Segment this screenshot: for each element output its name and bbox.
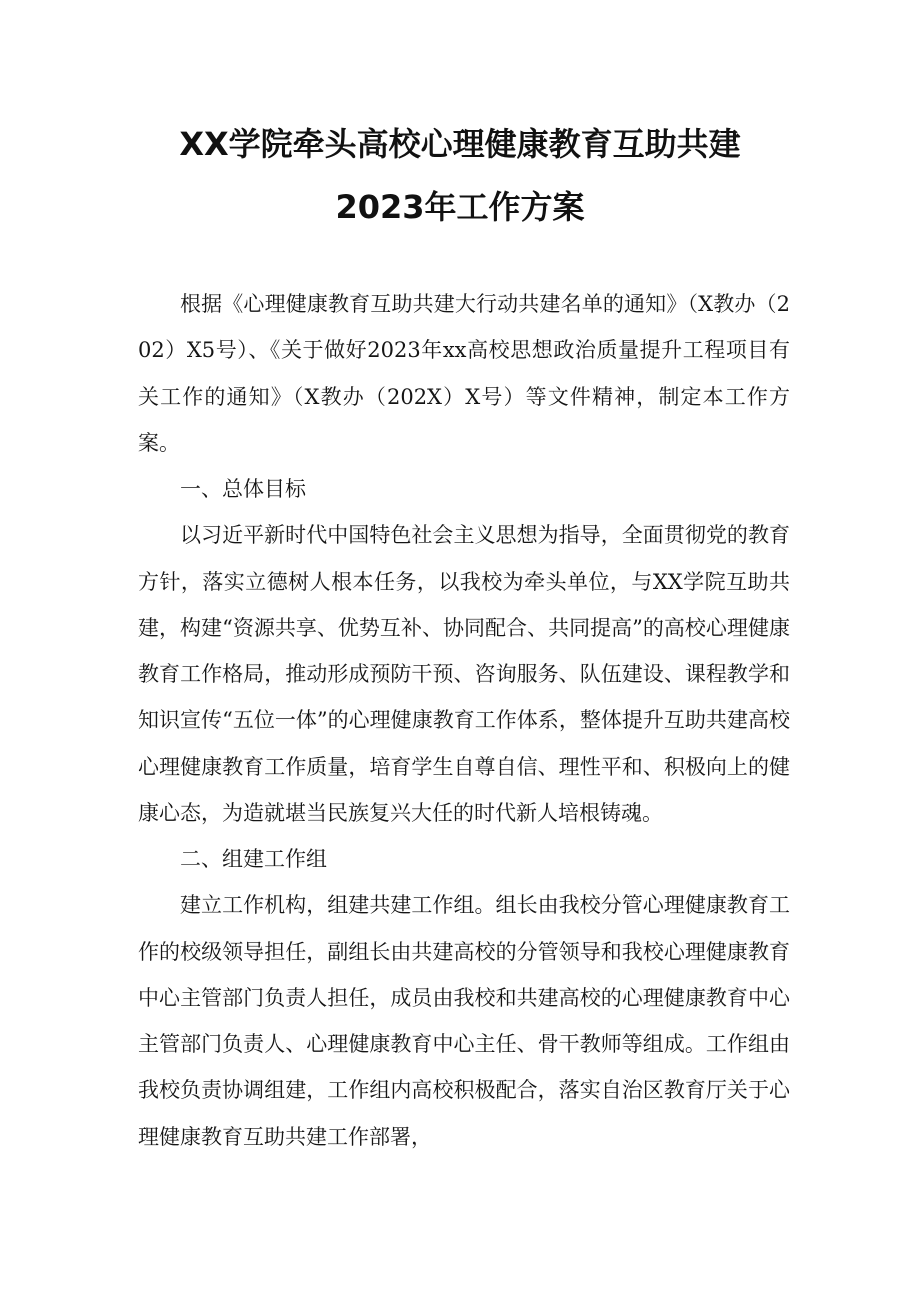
document-body — [138, 281, 790, 1160]
section-heading-1: 一、总体目标 — [180, 477, 306, 501]
section-heading-2: 二、组建工作组 — [180, 847, 327, 871]
document-title-line2: 2023年工作方案 — [335, 188, 585, 226]
paragraph-working-group: 建立工作机构，组建共建工作组。组长由我校分管心理健康教育工作的校级领导担任，副组长由共建高校的分管领导和我校心理健康教育中心主管部门负责人担任，成员由我校和共建高校的心理健康教育中心主管部门负责人、心理健康教育中心主任、骨干教师等组成。工作组由我校负责协调组建，工作组内高校积极配合，落实自治区教育厅关于心理健康教育互助共建工作部署， — [138, 893, 790, 1149]
paragraph-intro: 根据《心理健康教育互助共建大行动共建名单的通知》（X教办（202）X5号）、《关于做好2023年xx高校思想政治质量提升工程项目有关工作的通知》（X教办（202X）X号）等文件精神，制定本工作方案。 — [138, 292, 790, 455]
document-title-line1: XX学院牵头高校心理健康教育互助共建 — [179, 125, 741, 163]
paragraph-overall-goal: 以习近平新时代中国特色社会主义思想为指导，全面贯彻党的教育方针，落实立德树人根本任务，以我校为牵头单位，与XX学院互助共建，构建“资源共享、优势互补、协同配合、共同提高”的高校心理健康教育工作格局，推动形成预防干预、咨询服务、队伍建设、课程教学和知识宣传“五位一体”的心理健康教育工作体系，整体提升互助共建高校心理健康教育工作质量，培育学生自尊自信、理性平和、积极向上的健康心态，为造就堪当民族复兴大任的时代新人培根铸魂。 — [138, 523, 790, 825]
